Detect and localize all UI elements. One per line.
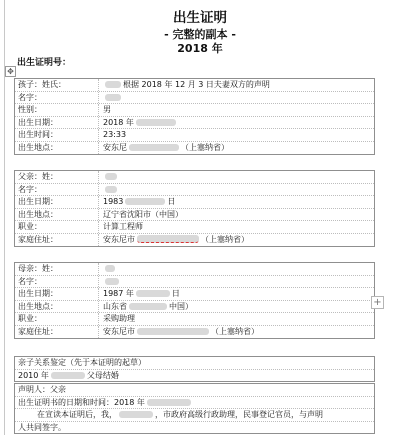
remarks-section xyxy=(14,356,375,382)
child-gender-value: 男 xyxy=(103,105,111,115)
child-surname-label: 孩子：姓氏： xyxy=(15,79,99,91)
child-gender-label: 性别： xyxy=(15,104,99,116)
father-section xyxy=(14,170,375,247)
redacted-officer-name xyxy=(119,411,153,418)
table-row: 出生地点： 山东省 中国） xyxy=(15,301,374,314)
signature-statement-end: 人共同签字。 xyxy=(18,422,66,432)
table-row xyxy=(15,79,374,92)
mother-birthplace-label: 出生地点： xyxy=(15,301,99,313)
table-row xyxy=(15,221,374,234)
child-birthdate-label: 出生日期： xyxy=(15,117,99,129)
mother-name-label: 名字： xyxy=(15,276,99,288)
table-row xyxy=(15,209,374,222)
child-birthplace-value: 安东尼 xyxy=(103,142,127,152)
table-row xyxy=(15,276,374,289)
redacted-date xyxy=(147,399,191,406)
document-year: 2018 年 xyxy=(177,42,223,55)
certificate-number-label: 出生证明号： xyxy=(17,58,72,68)
redacted-place xyxy=(129,303,167,310)
table-row: 出生日期： 1983 日 xyxy=(15,196,374,209)
redacted-date xyxy=(125,198,165,205)
redacted-date xyxy=(136,290,170,297)
table-row xyxy=(15,313,374,326)
redacted-place xyxy=(129,144,179,151)
table-row: 家庭住址： 安东尼市 （上塞纳省） xyxy=(15,234,374,246)
remarks-heading: 亲子关系鉴定（先于本证明的起草） xyxy=(15,357,374,370)
child-surname-value: 根据 2018 年 12 月 3 日夫妻双方的声明 xyxy=(123,80,270,89)
mother-occupation-label: 职业： xyxy=(15,313,99,325)
father-occupation-value: 计算工程师 xyxy=(103,222,143,232)
child-birthplace-label: 出生地点： xyxy=(15,142,99,154)
redacted-surname xyxy=(105,173,117,180)
document-subtitle: - 完整的副本 - xyxy=(164,28,236,41)
table-row xyxy=(15,263,374,276)
add-column-icon[interactable]: + xyxy=(371,296,384,309)
father-birthplace-label: 出生地点： xyxy=(15,209,99,221)
mother-occupation-value: 采购助理 xyxy=(103,314,135,324)
father-address-value: 安东尼市 xyxy=(103,234,135,244)
table-row xyxy=(15,117,374,130)
redacted-surname xyxy=(105,81,121,88)
father-birthdate-label: 出生日期： xyxy=(15,196,99,208)
mother-address-label: 家庭住址： xyxy=(15,326,99,338)
father-birthdate-value: 1983 xyxy=(103,197,124,207)
redacted-surname xyxy=(105,265,115,272)
mother-section xyxy=(14,262,375,339)
remarks-line: 2010 年 父母结婚 xyxy=(18,370,119,380)
table-move-handle-icon[interactable]: ✥ xyxy=(5,66,16,77)
declarant-line: 声明人：父亲 xyxy=(15,384,374,397)
child-name-label: 名字： xyxy=(15,92,99,104)
table-row xyxy=(15,104,374,117)
declaration-datetime-line: 出生证明书的日期和时间：2018 年 xyxy=(15,397,374,410)
father-address-label: 家庭住址： xyxy=(15,234,99,246)
mother-surname-label: 母亲：姓： xyxy=(15,263,99,275)
redacted-name xyxy=(105,278,119,285)
mother-birthdate-label: 出生日期： xyxy=(15,288,99,300)
mother-birthplace-value: 山东省 xyxy=(103,301,127,311)
table-row xyxy=(15,184,374,197)
redacted-date xyxy=(136,119,176,126)
child-birthplace-suffix: （上塞纳省） xyxy=(181,142,229,152)
redacted-name xyxy=(105,94,121,101)
declarant-section xyxy=(14,383,375,434)
signature-statement-line: 在宣读本证明后，我， ，市政府高级行政助理，民事登记官员，与声明 xyxy=(15,409,374,422)
mother-address-value: 安东尼市 xyxy=(103,326,135,336)
father-birthplace-value: 辽宁省沈阳市（中国） xyxy=(103,209,183,219)
table-row xyxy=(15,142,374,154)
father-surname-label: 父亲：姓： xyxy=(15,171,99,183)
table-row xyxy=(15,92,374,105)
table-row xyxy=(15,129,374,142)
father-occupation-label: 职业： xyxy=(15,221,99,233)
redacted-address xyxy=(137,328,209,335)
redacted-date xyxy=(51,372,85,379)
table-row: 出生日期： 1987 年 日 xyxy=(15,288,374,301)
document-title: 出生证明 xyxy=(173,10,227,26)
redacted-address xyxy=(137,235,199,243)
table-row: 家庭住址： 安东尼市 （上塞纳省） xyxy=(15,326,374,338)
table-row xyxy=(15,171,374,184)
child-birthtime-label: 出生时间： xyxy=(15,129,99,141)
child-birthdate-value: 2018 年 xyxy=(103,117,134,127)
redacted-name xyxy=(105,186,117,193)
father-name-label: 名字： xyxy=(15,184,99,196)
child-section xyxy=(14,78,375,155)
mother-birthdate-value: 1987 年 xyxy=(103,289,134,299)
child-birthtime-value: 23:33 xyxy=(103,130,127,140)
